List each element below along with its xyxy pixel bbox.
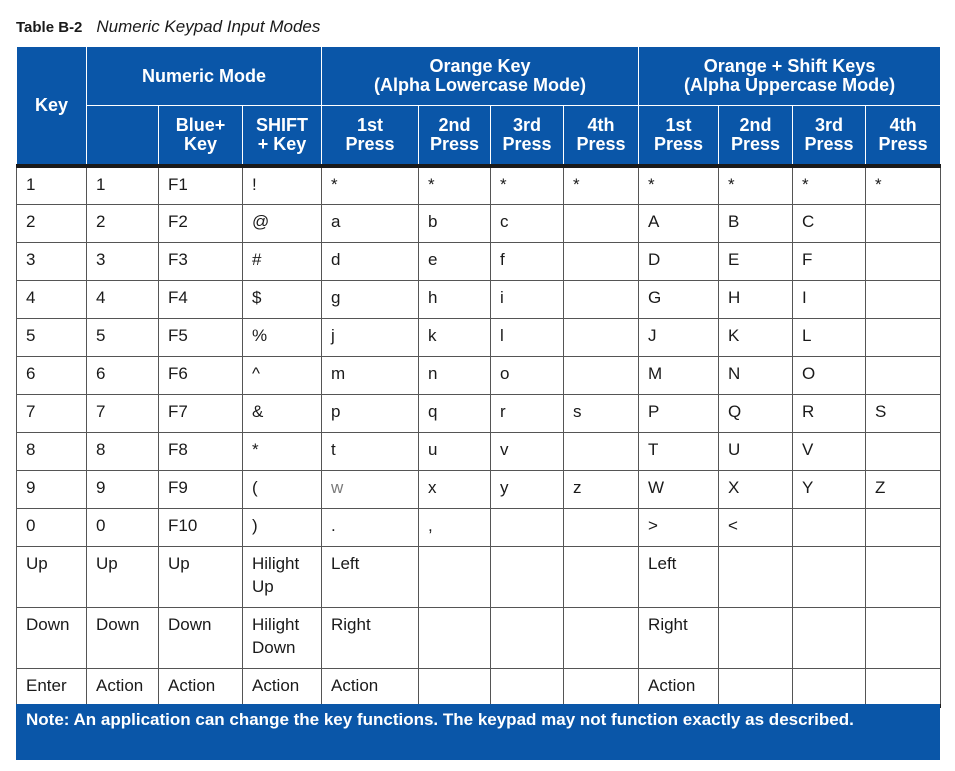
header-row-sub bbox=[17, 106, 941, 167]
cell-shift-key: # bbox=[243, 242, 322, 280]
cell-line: Hilight bbox=[252, 553, 300, 573]
cell-blue-key: F2 bbox=[159, 204, 243, 242]
subheader-line: Press bbox=[731, 134, 781, 154]
cell-blue-key: F3 bbox=[159, 242, 243, 280]
header-orange-shift-line2: (Alpha Uppercase Mode) bbox=[684, 75, 896, 95]
subheader-col-5 bbox=[419, 106, 491, 167]
cell-orange-2nd bbox=[419, 668, 491, 706]
table-row bbox=[17, 166, 941, 204]
cell-orange-4th: s bbox=[564, 394, 639, 432]
cell-shift-3rd bbox=[793, 546, 866, 607]
table-row bbox=[17, 668, 941, 706]
cell-orange-3rd: v bbox=[491, 432, 564, 470]
note-banner: Note: An application can change the key functions. The keypad may not function exactly as described. bbox=[16, 704, 940, 760]
cell-orange-2nd: n bbox=[419, 356, 491, 394]
cell-shift-key bbox=[243, 607, 322, 668]
table-row bbox=[17, 546, 941, 607]
cell-orange-4th bbox=[564, 204, 639, 242]
cell-orange-1st: p bbox=[322, 394, 419, 432]
cell-shift-3rd: V bbox=[793, 432, 866, 470]
cell-shift-key: ! bbox=[243, 166, 322, 204]
cell-blue-key: F9 bbox=[159, 470, 243, 508]
cell-line: Hilight bbox=[252, 614, 300, 634]
cell-orange-1st: Action bbox=[322, 668, 419, 706]
cell-shift-key bbox=[243, 546, 322, 607]
cell-orange-1st: d bbox=[322, 242, 419, 280]
cell-shift-2nd: X bbox=[719, 470, 793, 508]
subheader-line: Press bbox=[576, 134, 626, 154]
header-key: Key bbox=[17, 47, 87, 167]
cell-blue-key: F6 bbox=[159, 356, 243, 394]
subheader-line: 3rd bbox=[815, 115, 844, 135]
cell-orange-2nd: * bbox=[419, 166, 491, 204]
cell-orange-3rd: f bbox=[491, 242, 564, 280]
cell-orange-3rd bbox=[491, 546, 564, 607]
subheader-col-2 bbox=[159, 106, 243, 167]
table-row bbox=[17, 204, 941, 242]
cell-shift-2nd: B bbox=[719, 204, 793, 242]
cell-orange-3rd: * bbox=[491, 166, 564, 204]
cell-key: 0 bbox=[17, 508, 87, 546]
cell-shift-key: * bbox=[243, 432, 322, 470]
subheader-line: Press bbox=[878, 134, 928, 154]
cell-shift-4th bbox=[866, 204, 941, 242]
cell-key: 8 bbox=[17, 432, 87, 470]
cell-shift-2nd: U bbox=[719, 432, 793, 470]
cell-shift-3rd: * bbox=[793, 166, 866, 204]
cell-orange-3rd bbox=[491, 508, 564, 546]
header-row-top bbox=[17, 47, 941, 106]
subheader-col-10 bbox=[793, 106, 866, 167]
cell-key: 1 bbox=[17, 166, 87, 204]
cell-orange-4th bbox=[564, 432, 639, 470]
subheader-line: Press bbox=[502, 134, 552, 154]
cell-orange-3rd: l bbox=[491, 318, 564, 356]
cell-shift-4th bbox=[866, 280, 941, 318]
cell-shift-key: ( bbox=[243, 470, 322, 508]
cell-line: Down bbox=[252, 637, 296, 657]
cell-numeric: 7 bbox=[87, 394, 159, 432]
subheader-line: 1st bbox=[665, 115, 692, 135]
subheader-line: Press bbox=[654, 134, 704, 154]
cell-shift-1st: A bbox=[639, 204, 719, 242]
cell-orange-4th: * bbox=[564, 166, 639, 204]
cell-shift-1st: D bbox=[639, 242, 719, 280]
cell-shift-4th bbox=[866, 356, 941, 394]
cell-orange-4th bbox=[564, 546, 639, 607]
cell-shift-1st: * bbox=[639, 166, 719, 204]
subheader-col-9 bbox=[719, 106, 793, 167]
cell-blue-key: Up bbox=[159, 546, 243, 607]
cell-numeric: 0 bbox=[87, 508, 159, 546]
cell-shift-2nd: < bbox=[719, 508, 793, 546]
cell-orange-1st: j bbox=[322, 318, 419, 356]
cell-numeric: 5 bbox=[87, 318, 159, 356]
cell-shift-3rd: F bbox=[793, 242, 866, 280]
cell-orange-4th bbox=[564, 318, 639, 356]
subheader-col-3 bbox=[243, 106, 322, 167]
cell-numeric: 1 bbox=[87, 166, 159, 204]
subheader-line: 2nd bbox=[739, 115, 772, 135]
cell-blue-key: F5 bbox=[159, 318, 243, 356]
header-orange-shift bbox=[639, 47, 941, 106]
cell-orange-3rd: r bbox=[491, 394, 564, 432]
table-title: Numeric Keypad Input Modes bbox=[96, 17, 321, 36]
cell-key: 3 bbox=[17, 242, 87, 280]
cell-blue-key: F4 bbox=[159, 280, 243, 318]
cell-shift-2nd bbox=[719, 546, 793, 607]
cell-orange-1st: * bbox=[322, 166, 419, 204]
cell-key: Down bbox=[17, 607, 87, 668]
table-row bbox=[17, 318, 941, 356]
cell-orange-2nd: , bbox=[419, 508, 491, 546]
cell-orange-4th bbox=[564, 280, 639, 318]
cell-shift-1st: Right bbox=[639, 607, 719, 668]
cell-blue-key: Action bbox=[159, 668, 243, 706]
cell-shift-4th bbox=[866, 607, 941, 668]
cell-orange-2nd: k bbox=[419, 318, 491, 356]
cell-shift-1st: M bbox=[639, 356, 719, 394]
table-body bbox=[17, 166, 941, 706]
cell-orange-1st: a bbox=[322, 204, 419, 242]
cell-orange-1st: Right bbox=[322, 607, 419, 668]
cell-blue-key: F8 bbox=[159, 432, 243, 470]
cell-orange-2nd: h bbox=[419, 280, 491, 318]
cell-key: 9 bbox=[17, 470, 87, 508]
subheader-col-4 bbox=[322, 106, 419, 167]
cell-orange-2nd: b bbox=[419, 204, 491, 242]
cell-shift-3rd: L bbox=[793, 318, 866, 356]
subheader-col-6 bbox=[491, 106, 564, 167]
cell-key: Enter bbox=[17, 668, 87, 706]
cell-blue-key: F10 bbox=[159, 508, 243, 546]
cell-shift-4th: S bbox=[866, 394, 941, 432]
subheader-col-11 bbox=[866, 106, 941, 167]
subheader-line: 4th bbox=[889, 115, 917, 135]
cell-shift-2nd bbox=[719, 607, 793, 668]
cell-shift-3rd: C bbox=[793, 204, 866, 242]
subheader-line: 3rd bbox=[512, 115, 541, 135]
cell-key: 4 bbox=[17, 280, 87, 318]
cell-orange-3rd: y bbox=[491, 470, 564, 508]
subheader-line: Blue+ bbox=[175, 115, 226, 135]
cell-shift-2nd: Q bbox=[719, 394, 793, 432]
cell-shift-2nd: H bbox=[719, 280, 793, 318]
cell-numeric: 3 bbox=[87, 242, 159, 280]
cell-numeric: 2 bbox=[87, 204, 159, 242]
cell-shift-1st: P bbox=[639, 394, 719, 432]
cell-blue-key: Down bbox=[159, 607, 243, 668]
cell-orange-1st: g bbox=[322, 280, 419, 318]
cell-numeric: 6 bbox=[87, 356, 159, 394]
subheader-line: Press bbox=[345, 134, 395, 154]
subheader-line: 1st bbox=[356, 115, 383, 135]
cell-shift-key: ^ bbox=[243, 356, 322, 394]
cell-shift-key: & bbox=[243, 394, 322, 432]
cell-orange-3rd: o bbox=[491, 356, 564, 394]
cell-numeric: Down bbox=[87, 607, 159, 668]
table-row bbox=[17, 394, 941, 432]
cell-numeric: Up bbox=[87, 546, 159, 607]
cell-shift-1st: G bbox=[639, 280, 719, 318]
cell-numeric: 8 bbox=[87, 432, 159, 470]
cell-orange-4th: z bbox=[564, 470, 639, 508]
subheader-line: 2nd bbox=[438, 115, 471, 135]
cell-key: 5 bbox=[17, 318, 87, 356]
cell-blue-key: F1 bbox=[159, 166, 243, 204]
cell-shift-4th bbox=[866, 242, 941, 280]
subheader-line: Key bbox=[183, 134, 218, 154]
cell-orange-4th bbox=[564, 668, 639, 706]
cell-orange-3rd bbox=[491, 607, 564, 668]
cell-orange-2nd: x bbox=[419, 470, 491, 508]
cell-shift-1st: J bbox=[639, 318, 719, 356]
table-row bbox=[17, 432, 941, 470]
table-row bbox=[17, 607, 941, 668]
cell-orange-1st: Left bbox=[322, 546, 419, 607]
cell-orange-2nd bbox=[419, 546, 491, 607]
cell-shift-4th: Z bbox=[866, 470, 941, 508]
keypad-modes-table bbox=[16, 46, 941, 708]
cell-shift-3rd: R bbox=[793, 394, 866, 432]
cell-shift-3rd bbox=[793, 508, 866, 546]
subheader-col-1 bbox=[87, 106, 159, 167]
cell-shift-1st: Left bbox=[639, 546, 719, 607]
cell-shift-3rd: I bbox=[793, 280, 866, 318]
subheader-col-7 bbox=[564, 106, 639, 167]
cell-key: 6 bbox=[17, 356, 87, 394]
cell-shift-4th: * bbox=[866, 166, 941, 204]
cell-orange-1st: m bbox=[322, 356, 419, 394]
table-caption bbox=[16, 17, 320, 37]
cell-shift-key: Action bbox=[243, 668, 322, 706]
cell-orange-4th bbox=[564, 356, 639, 394]
cell-orange-1st: . bbox=[322, 508, 419, 546]
cell-orange-3rd: i bbox=[491, 280, 564, 318]
cell-numeric: Action bbox=[87, 668, 159, 706]
cell-shift-4th bbox=[866, 432, 941, 470]
cell-shift-2nd: N bbox=[719, 356, 793, 394]
cell-shift-1st: T bbox=[639, 432, 719, 470]
cell-key: 7 bbox=[17, 394, 87, 432]
cell-orange-2nd: u bbox=[419, 432, 491, 470]
subheader-line: Press bbox=[429, 134, 480, 154]
table-row bbox=[17, 470, 941, 508]
header-numeric-mode: Numeric Mode bbox=[87, 47, 322, 106]
cell-shift-2nd: E bbox=[719, 242, 793, 280]
cell-shift-4th bbox=[866, 668, 941, 706]
cell-shift-3rd bbox=[793, 607, 866, 668]
cell-shift-1st: > bbox=[639, 508, 719, 546]
cell-shift-2nd: * bbox=[719, 166, 793, 204]
cell-orange-1st: t bbox=[322, 432, 419, 470]
header-orange-shift-line1: Orange + Shift Keys bbox=[703, 56, 876, 76]
subheader-col-8 bbox=[639, 106, 719, 167]
cell-orange-4th bbox=[564, 508, 639, 546]
header-orange-key-line1: Orange Key bbox=[429, 56, 531, 76]
cell-shift-2nd bbox=[719, 668, 793, 706]
cell-line: Up bbox=[252, 576, 274, 596]
cell-key: 2 bbox=[17, 204, 87, 242]
cell-orange-2nd: e bbox=[419, 242, 491, 280]
cell-shift-1st: W bbox=[639, 470, 719, 508]
cell-numeric: 4 bbox=[87, 280, 159, 318]
cell-orange-3rd bbox=[491, 668, 564, 706]
cell-orange-2nd: q bbox=[419, 394, 491, 432]
table-row bbox=[17, 242, 941, 280]
subheader-line: 4th bbox=[587, 115, 615, 135]
cell-blue-key: F7 bbox=[159, 394, 243, 432]
cell-key: Up bbox=[17, 546, 87, 607]
subheader-line: SHIFT bbox=[256, 115, 308, 135]
cell-shift-3rd: O bbox=[793, 356, 866, 394]
table-row bbox=[17, 280, 941, 318]
cell-shift-1st: Action bbox=[639, 668, 719, 706]
cell-shift-key: @ bbox=[243, 204, 322, 242]
cell-orange-3rd: c bbox=[491, 204, 564, 242]
cell-numeric: 9 bbox=[87, 470, 159, 508]
cell-shift-4th bbox=[866, 318, 941, 356]
cell-shift-3rd bbox=[793, 668, 866, 706]
cell-orange-1st: w bbox=[322, 470, 419, 508]
cell-shift-2nd: K bbox=[719, 318, 793, 356]
subheader-line: Press bbox=[804, 134, 854, 154]
cell-shift-key: $ bbox=[243, 280, 322, 318]
cell-orange-2nd bbox=[419, 607, 491, 668]
subheader-line: + Key bbox=[257, 134, 307, 154]
cell-shift-key: ) bbox=[243, 508, 322, 546]
table-row bbox=[17, 508, 941, 546]
cell-shift-key: % bbox=[243, 318, 322, 356]
cell-orange-4th bbox=[564, 242, 639, 280]
table-row bbox=[17, 356, 941, 394]
cell-orange-4th bbox=[564, 607, 639, 668]
header-orange-key bbox=[322, 47, 639, 106]
cell-shift-4th bbox=[866, 508, 941, 546]
cell-shift-3rd: Y bbox=[793, 470, 866, 508]
table-number: Table B-2 bbox=[16, 19, 83, 36]
header-orange-key-line2: (Alpha Lowercase Mode) bbox=[374, 75, 587, 95]
cell-shift-4th bbox=[866, 546, 941, 607]
